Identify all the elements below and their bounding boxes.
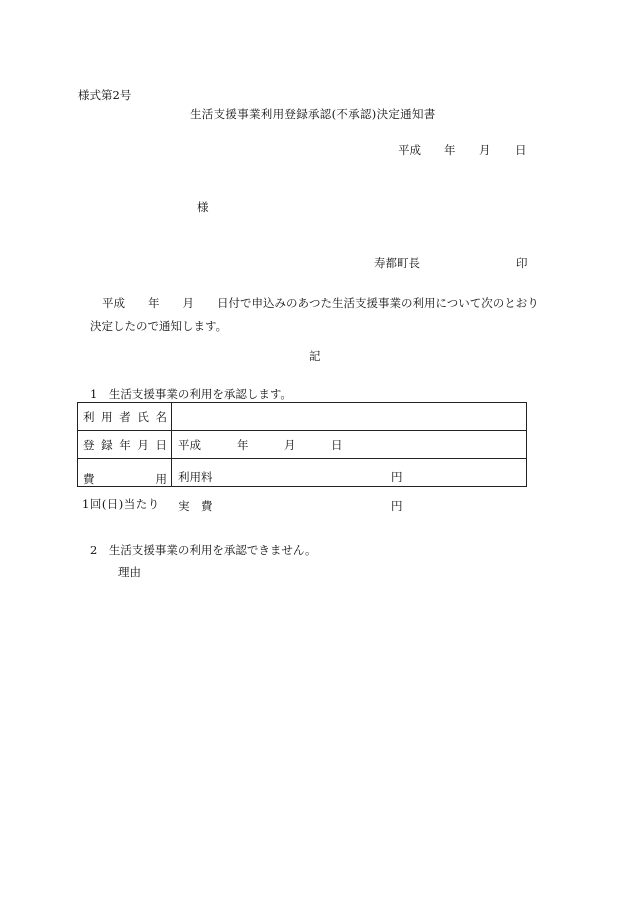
approval-details-table <box>77 402 527 513</box>
date-month: 月 <box>479 143 491 157</box>
notice-body-line-2: 決定したので通知します。 <box>90 319 228 333</box>
label-char: 氏 <box>137 409 149 424</box>
notice-body <box>78 292 556 337</box>
label-char: 名 <box>155 409 167 424</box>
usage-fee-label: 利用料 <box>178 470 213 484</box>
date-era: 平成 <box>398 143 421 157</box>
fee-label-sub: 1回(日)当たり <box>82 497 160 511</box>
issue-date <box>398 143 527 157</box>
date-month: 月 <box>284 437 296 452</box>
label-char: 者 <box>119 409 131 424</box>
ki-heading: 記 <box>309 349 321 363</box>
user-name-value <box>172 403 527 431</box>
date-year: 年 <box>237 437 249 452</box>
addressee-honorific: 様 <box>197 200 209 214</box>
label-char: 登 <box>83 437 95 452</box>
date-day: 日 <box>331 437 343 452</box>
registration-date-value <box>172 431 527 459</box>
fee-value <box>172 459 527 513</box>
reason-label: 理由 <box>118 565 141 579</box>
label-char: 日 <box>155 437 167 452</box>
date-era: 平成 <box>178 437 201 452</box>
section-2-heading: 2 生活支援事業の利用を承認できません。 <box>90 543 317 557</box>
seal-mark: 印 <box>516 256 528 270</box>
document-title: 生活支援事業利用登録承認(不承認)決定通知書 <box>190 107 436 121</box>
date-year: 年 <box>444 143 456 157</box>
date-day: 日 <box>515 143 527 157</box>
table-row-fee <box>78 459 527 487</box>
label-char: 月 <box>137 437 149 452</box>
section-1-heading: 1 生活支援事業の利用を承認します。 <box>90 387 292 401</box>
label-char: 年 <box>119 437 131 452</box>
actual-cost-yen: 円 <box>391 499 403 513</box>
label-char: 用 <box>155 472 167 486</box>
label-char: 利 <box>83 409 95 424</box>
table-row-registration-date <box>78 431 527 459</box>
form-number: 様式第2号 <box>78 88 132 102</box>
user-name-label <box>78 403 172 431</box>
registration-date-label <box>78 431 172 459</box>
label-char: 費 <box>83 472 95 486</box>
table-row-user-name <box>78 403 527 431</box>
notice-body-line-1: 平成 年 月 日付で申込みのあつた生活支援事業の利用について次のとおり <box>102 296 539 310</box>
usage-fee-yen: 円 <box>391 470 403 484</box>
label-char: 録 <box>101 437 113 452</box>
actual-cost-label: 実 費 <box>178 499 213 513</box>
label-char: 用 <box>101 409 113 424</box>
fee-label <box>78 459 172 511</box>
issuer-name: 寿都町長 <box>374 256 420 270</box>
